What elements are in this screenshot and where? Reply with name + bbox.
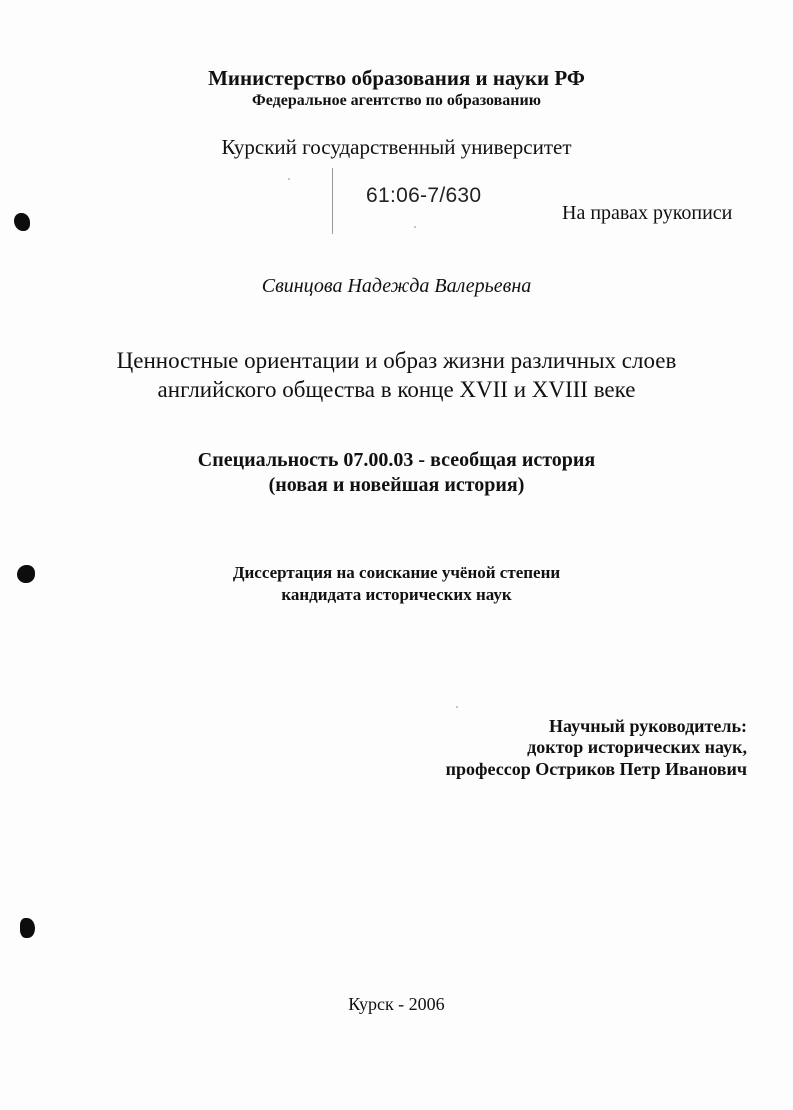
library-stamp-code: 61:06-7/630: [366, 184, 482, 207]
thesis-title-line-2: английского общества в конце XVII и XVIII веке: [157, 377, 636, 402]
agency-heading: Федеральное агентство по образованию: [252, 92, 541, 109]
stamp-divider: [332, 168, 333, 234]
scan-speck: [456, 706, 458, 708]
punch-hole-bottom: [20, 918, 35, 938]
dissertation-line-1: Диссертация на соискание учёной степени: [232, 563, 561, 582]
supervisor-degree: доктор исторических наук,: [527, 737, 747, 757]
manuscript-rights-note: На правах рукописи: [562, 202, 733, 224]
supervisor-label: Научный руководитель:: [549, 716, 747, 736]
author-name: Свинцова Надежда Валерьевна: [261, 275, 532, 297]
city-year: Курск - 2006: [348, 994, 445, 1014]
thesis-title-line-1: Ценностные ориентации и образ жизни различных слоев: [116, 348, 677, 373]
scan-speck: [414, 226, 416, 228]
punch-hole-top: [14, 213, 30, 231]
specialty-line-1: Специальность 07.00.03 - всеобщая история: [197, 449, 596, 471]
supervisor-name: профессор Остриков Петр Иванович: [445, 759, 747, 779]
scan-speck: [288, 178, 290, 180]
specialty-line-2: (новая и новейшая история): [268, 474, 525, 496]
university-name: Курский государственный университет: [221, 135, 572, 159]
dissertation-line-2: кандидата исторических наук: [281, 585, 512, 604]
ministry-heading: Министерство образования и науки РФ: [208, 66, 585, 90]
